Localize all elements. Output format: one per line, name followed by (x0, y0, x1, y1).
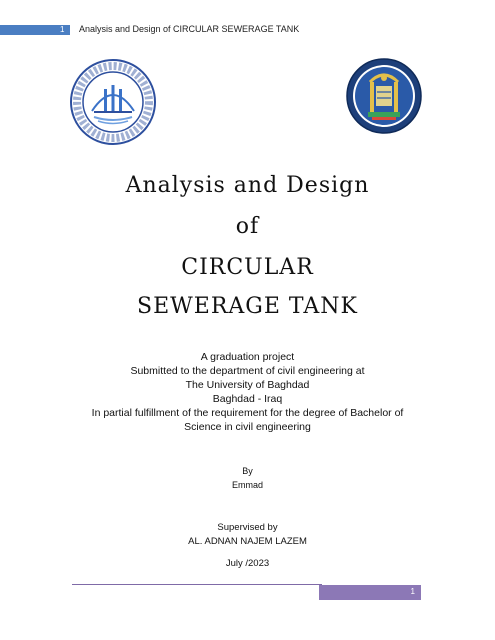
university-of-baghdad-seal (346, 58, 422, 134)
title-line-2: of (235, 214, 260, 239)
header-running-title: Analysis and Design of CIRCULAR SEWERAGE TANK (79, 24, 300, 34)
submission-line-4: Baghdad - Iraq (212, 393, 283, 405)
university-of-baghdad-engineering-logo (70, 59, 156, 145)
supervised-by-label: Supervised by (217, 522, 278, 533)
by-label: By (242, 466, 253, 476)
submission-date: July /2023 (225, 558, 270, 569)
submission-line-2: Submitted to the department of civil engineering at (130, 365, 365, 377)
submission-line-3: The University of Baghdad (185, 379, 310, 391)
submission-line-6: Science in civil engineering (184, 421, 311, 433)
title-line-3: CIRCULAR (181, 255, 314, 280)
title-line-4: SEWERAGE TANK (137, 294, 358, 319)
author-name: Emmad (231, 480, 263, 490)
supervisor-name: AL. ADNAN NAJEM LAZEM (188, 536, 307, 547)
title-line-1: Analysis and Design (125, 173, 370, 198)
submission-line-5: In partial fulfillment of the requirement for the degree of Bachelor of (91, 407, 404, 419)
footer-rule (72, 584, 322, 585)
header-page-number: 1 (60, 25, 65, 34)
footer-page-number: 1 (410, 587, 415, 596)
submission-line-1: A graduation project (200, 351, 295, 363)
